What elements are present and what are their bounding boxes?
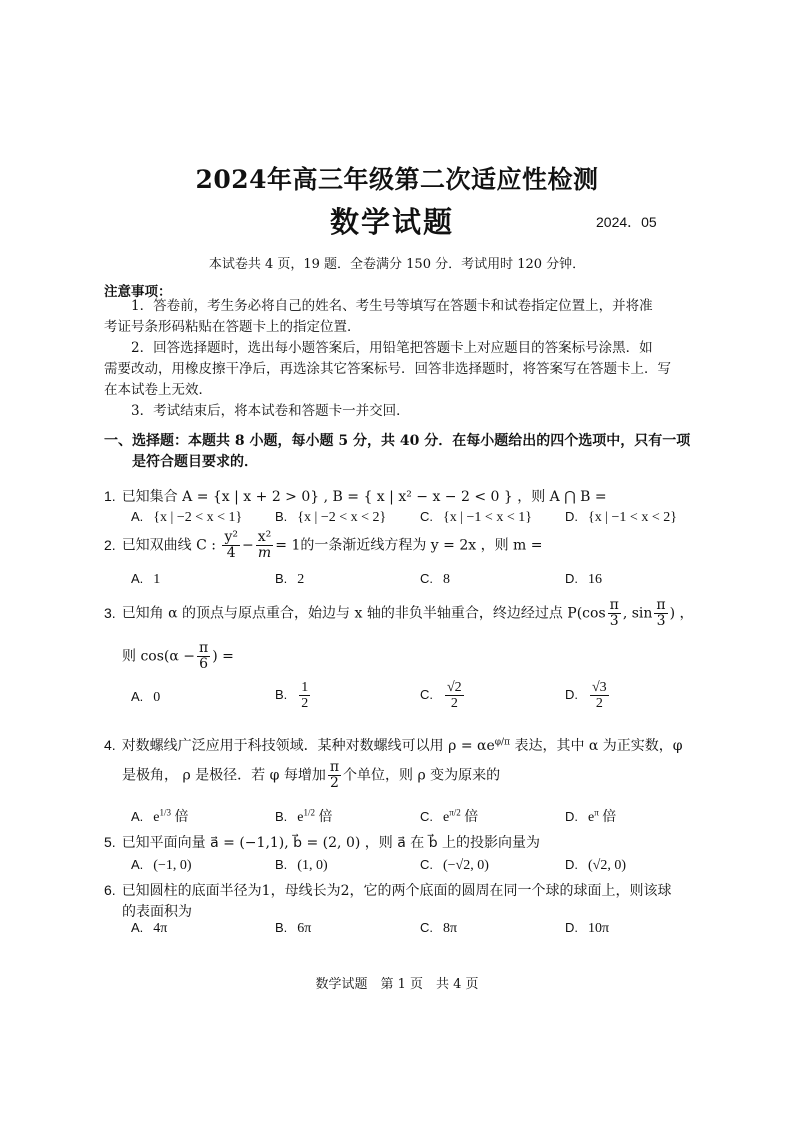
sin-text: , sin — [622, 605, 653, 622]
question-stem: 对数螺线广泛应用于科技领域．某种对数螺线可以用 ρ = αe — [121, 738, 495, 754]
question-4 — [104, 735, 683, 755]
denominator: 3 — [656, 613, 666, 629]
option-label: C. — [420, 509, 433, 524]
question-stem: 已知集合 A = {x | x + 2 > 0} , B = { x | x² − x − 2 < 0 } ，则 A ⋂ B = — [121, 489, 607, 505]
fraction — [197, 641, 210, 672]
q4-option-b — [275, 806, 333, 826]
option-text: 4π — [153, 921, 168, 936]
notice-line-2: 考证号条形码粘贴在答题卡上的指定位置． — [104, 319, 361, 335]
notice-title: 注意事项： — [104, 284, 172, 300]
question-number: 3. — [104, 604, 116, 621]
q1-option-a — [131, 509, 242, 526]
q6-option-d — [565, 920, 609, 937]
numerator: π — [329, 759, 340, 775]
denominator: m — [257, 545, 272, 561]
option-suffix: 倍 — [318, 810, 333, 825]
option-text: {x | −1 < x < 2} — [588, 510, 677, 525]
option-text: (−1, 0) — [153, 858, 192, 873]
numerator: √3 — [592, 680, 607, 695]
q2-option-b — [275, 571, 304, 588]
subject-title: 数学试题 — [330, 205, 455, 239]
question-3-line-2 — [122, 641, 234, 672]
exam-date: 2024．05 — [596, 214, 657, 230]
denominator: 2 — [595, 696, 603, 711]
q2-option-d — [565, 571, 602, 588]
fraction — [222, 530, 240, 561]
question-stem: 已知圆柱的底面半径为1，母线长为2，它的两个底面的圆周在同一个球的球面上，则该球 — [121, 883, 672, 899]
question-3 — [104, 598, 694, 629]
question-stem: 已知角 α 的顶点与原点重合，始边与 x 轴的非负半轴重合，终边经过点 P(cos — [121, 605, 606, 622]
q3-option-c — [420, 680, 466, 711]
question-number: 6. — [104, 882, 116, 898]
question-number: 4. — [104, 737, 116, 753]
exam-title: 2024年高三年级第二次适应性检测 — [195, 165, 599, 194]
option-text: (√2, 0) — [588, 858, 627, 873]
question-6 — [104, 880, 672, 900]
q5-option-c — [420, 857, 489, 874]
option-label: A. — [131, 809, 144, 824]
option-suffix: 倍 — [602, 810, 617, 825]
exponent: 1/2 — [303, 807, 316, 818]
question-1 — [104, 486, 607, 506]
option-label: A. — [131, 689, 144, 704]
q5-option-b — [275, 857, 328, 874]
numerator: √2 — [447, 680, 462, 695]
fraction — [299, 680, 310, 711]
option-text: {x | −1 < x < 1} — [443, 510, 532, 525]
question-stem: 个单位，则 ρ 变为原来的 — [343, 767, 501, 784]
denominator: 4 — [226, 545, 236, 561]
q4-option-a — [131, 806, 189, 826]
exponent: π — [594, 807, 599, 818]
option-label: B. — [275, 857, 288, 872]
option-label: B. — [275, 920, 288, 935]
option-text: 16 — [588, 572, 602, 587]
option-text: 2 — [297, 572, 305, 587]
option-base: e — [297, 810, 304, 825]
question-2 — [104, 530, 543, 561]
question-stem: 已知双曲线 C : — [121, 537, 217, 554]
question-number: 2. — [104, 536, 116, 553]
q2-option-a — [131, 571, 160, 588]
section-heading — [104, 431, 690, 473]
denominator: 6 — [199, 656, 209, 672]
option-base: e — [588, 810, 595, 825]
option-text: 0 — [153, 690, 161, 705]
option-label: B. — [275, 686, 288, 702]
q6-option-a — [131, 920, 167, 937]
option-label: B. — [275, 509, 288, 524]
q1-option-b — [275, 509, 386, 526]
question-stem: 则 cos(α − — [122, 648, 196, 665]
numerator: y² — [224, 529, 239, 545]
option-text: {x | −2 < x < 2} — [297, 510, 387, 525]
exam-meta: 本试卷共 4 页，19 题．全卷满分 150 分．考试用时 120 分钟． — [208, 257, 586, 272]
numerator: 1 — [301, 680, 309, 695]
option-base: e — [153, 810, 160, 825]
exponent: φ/π — [494, 737, 510, 748]
option-suffix: 倍 — [464, 810, 479, 825]
numerator: π — [199, 640, 209, 656]
option-label: D. — [565, 571, 578, 586]
question-stem: 表达，其中 α 为正实数，φ — [514, 738, 683, 754]
denominator: 3 — [609, 613, 619, 629]
option-label: D. — [565, 509, 578, 524]
fraction — [445, 680, 464, 711]
denominator: 2 — [450, 696, 458, 711]
question-4-line-2 — [122, 760, 500, 791]
notice-line-1: 1．答卷前，考生务必将自己的姓名、考生号等填写在答题卡和试卷指定位置上，并将准 — [131, 298, 653, 314]
option-label: C. — [420, 571, 433, 586]
denominator: 2 — [329, 775, 339, 791]
q6-option-b — [275, 920, 311, 937]
question-5 — [104, 832, 540, 852]
q3-option-b — [275, 680, 312, 711]
exponent: 1/3 — [159, 807, 172, 818]
q1-option-c — [420, 509, 532, 526]
question-stem: 是极角， ρ 是极径．若 φ 每增加 — [122, 767, 326, 784]
option-suffix: 倍 — [174, 810, 189, 825]
question-stem: ) = — [212, 648, 234, 665]
option-label: D. — [565, 686, 578, 702]
q5-option-d — [565, 857, 626, 874]
option-label: C. — [420, 809, 433, 824]
fraction — [328, 760, 341, 791]
option-text: (1, 0) — [297, 858, 328, 873]
option-label: C. — [420, 686, 433, 702]
numerator: π — [656, 597, 666, 613]
notice-line-4: 需要改动，用橡皮擦干净后，再选涂其它答案标号．回答非选择题时，将答案写在答题卡上．写 — [104, 361, 671, 377]
option-label: B. — [275, 809, 288, 824]
numerator: π — [609, 597, 619, 613]
option-text: 8 — [443, 572, 450, 587]
option-label: D. — [565, 857, 578, 872]
fraction — [256, 530, 274, 561]
option-label: A. — [131, 920, 144, 935]
option-label: C. — [420, 920, 433, 935]
question-stem: = 1的一条渐近线方程为 y = 2x ，则 m = — [275, 537, 543, 554]
exponent: π/2 — [449, 807, 461, 818]
option-label: A. — [131, 857, 144, 872]
q1-option-d — [565, 509, 677, 526]
option-base: e — [443, 810, 450, 825]
option-label: B. — [275, 571, 288, 586]
option-text: (−√2, 0) — [443, 858, 489, 873]
numerator: x² — [257, 529, 272, 545]
fraction — [654, 598, 667, 629]
q3-option-a — [131, 689, 160, 706]
option-text: 10π — [588, 921, 610, 936]
option-label: A. — [131, 509, 144, 524]
option-text: 6π — [297, 921, 312, 936]
notice-line-3: 2．回答选择题时，选出每小题答案后，用铅笔把答题卡上对应题目的答案标号涂黑．如 — [131, 340, 653, 356]
fraction — [608, 598, 621, 629]
option-text: {x | −2 < x < 1} — [153, 510, 243, 525]
question-number: 1. — [104, 488, 116, 504]
option-label: A. — [131, 571, 144, 586]
q5-option-a — [131, 857, 192, 874]
q4-option-c — [420, 806, 478, 826]
q6-option-c — [420, 920, 457, 937]
question-number: 5. — [104, 834, 116, 850]
section-line-2: 是符合题目要求的． — [132, 454, 258, 470]
option-label: D. — [565, 920, 578, 935]
option-label: D. — [565, 809, 578, 824]
page-footer: 数学试题 第 1 页 共 4 页 — [315, 977, 479, 992]
q3-option-d — [565, 680, 611, 711]
notice-line-6: 3．考试结束后，将本试卷和答题卡一并交回． — [131, 403, 410, 419]
fraction — [590, 680, 609, 711]
notice-line-5: 在本试卷上无效． — [104, 382, 212, 398]
q4-option-d — [565, 806, 616, 826]
option-label: C. — [420, 857, 433, 872]
option-text: 1 — [153, 572, 161, 587]
section-line-1: 一、选择题：本题共 8 小题，每小题 5 分，共 40 分．在每小题给出的四个选项中，只有一项 — [104, 433, 691, 449]
question-stem: 已知平面向量 a⃗ = (−1,1), b⃗ = (2, 0) ，则 a⃗ 在 b⃗ 上的投影向量为 — [121, 835, 541, 851]
close-paren: ) ， — [669, 605, 694, 622]
denominator: 2 — [301, 696, 309, 711]
option-text: 8π — [443, 921, 458, 936]
question-6-line-2: 的表面积为 — [122, 904, 192, 920]
q2-option-c — [420, 571, 450, 588]
minus-sign: − — [242, 537, 254, 554]
